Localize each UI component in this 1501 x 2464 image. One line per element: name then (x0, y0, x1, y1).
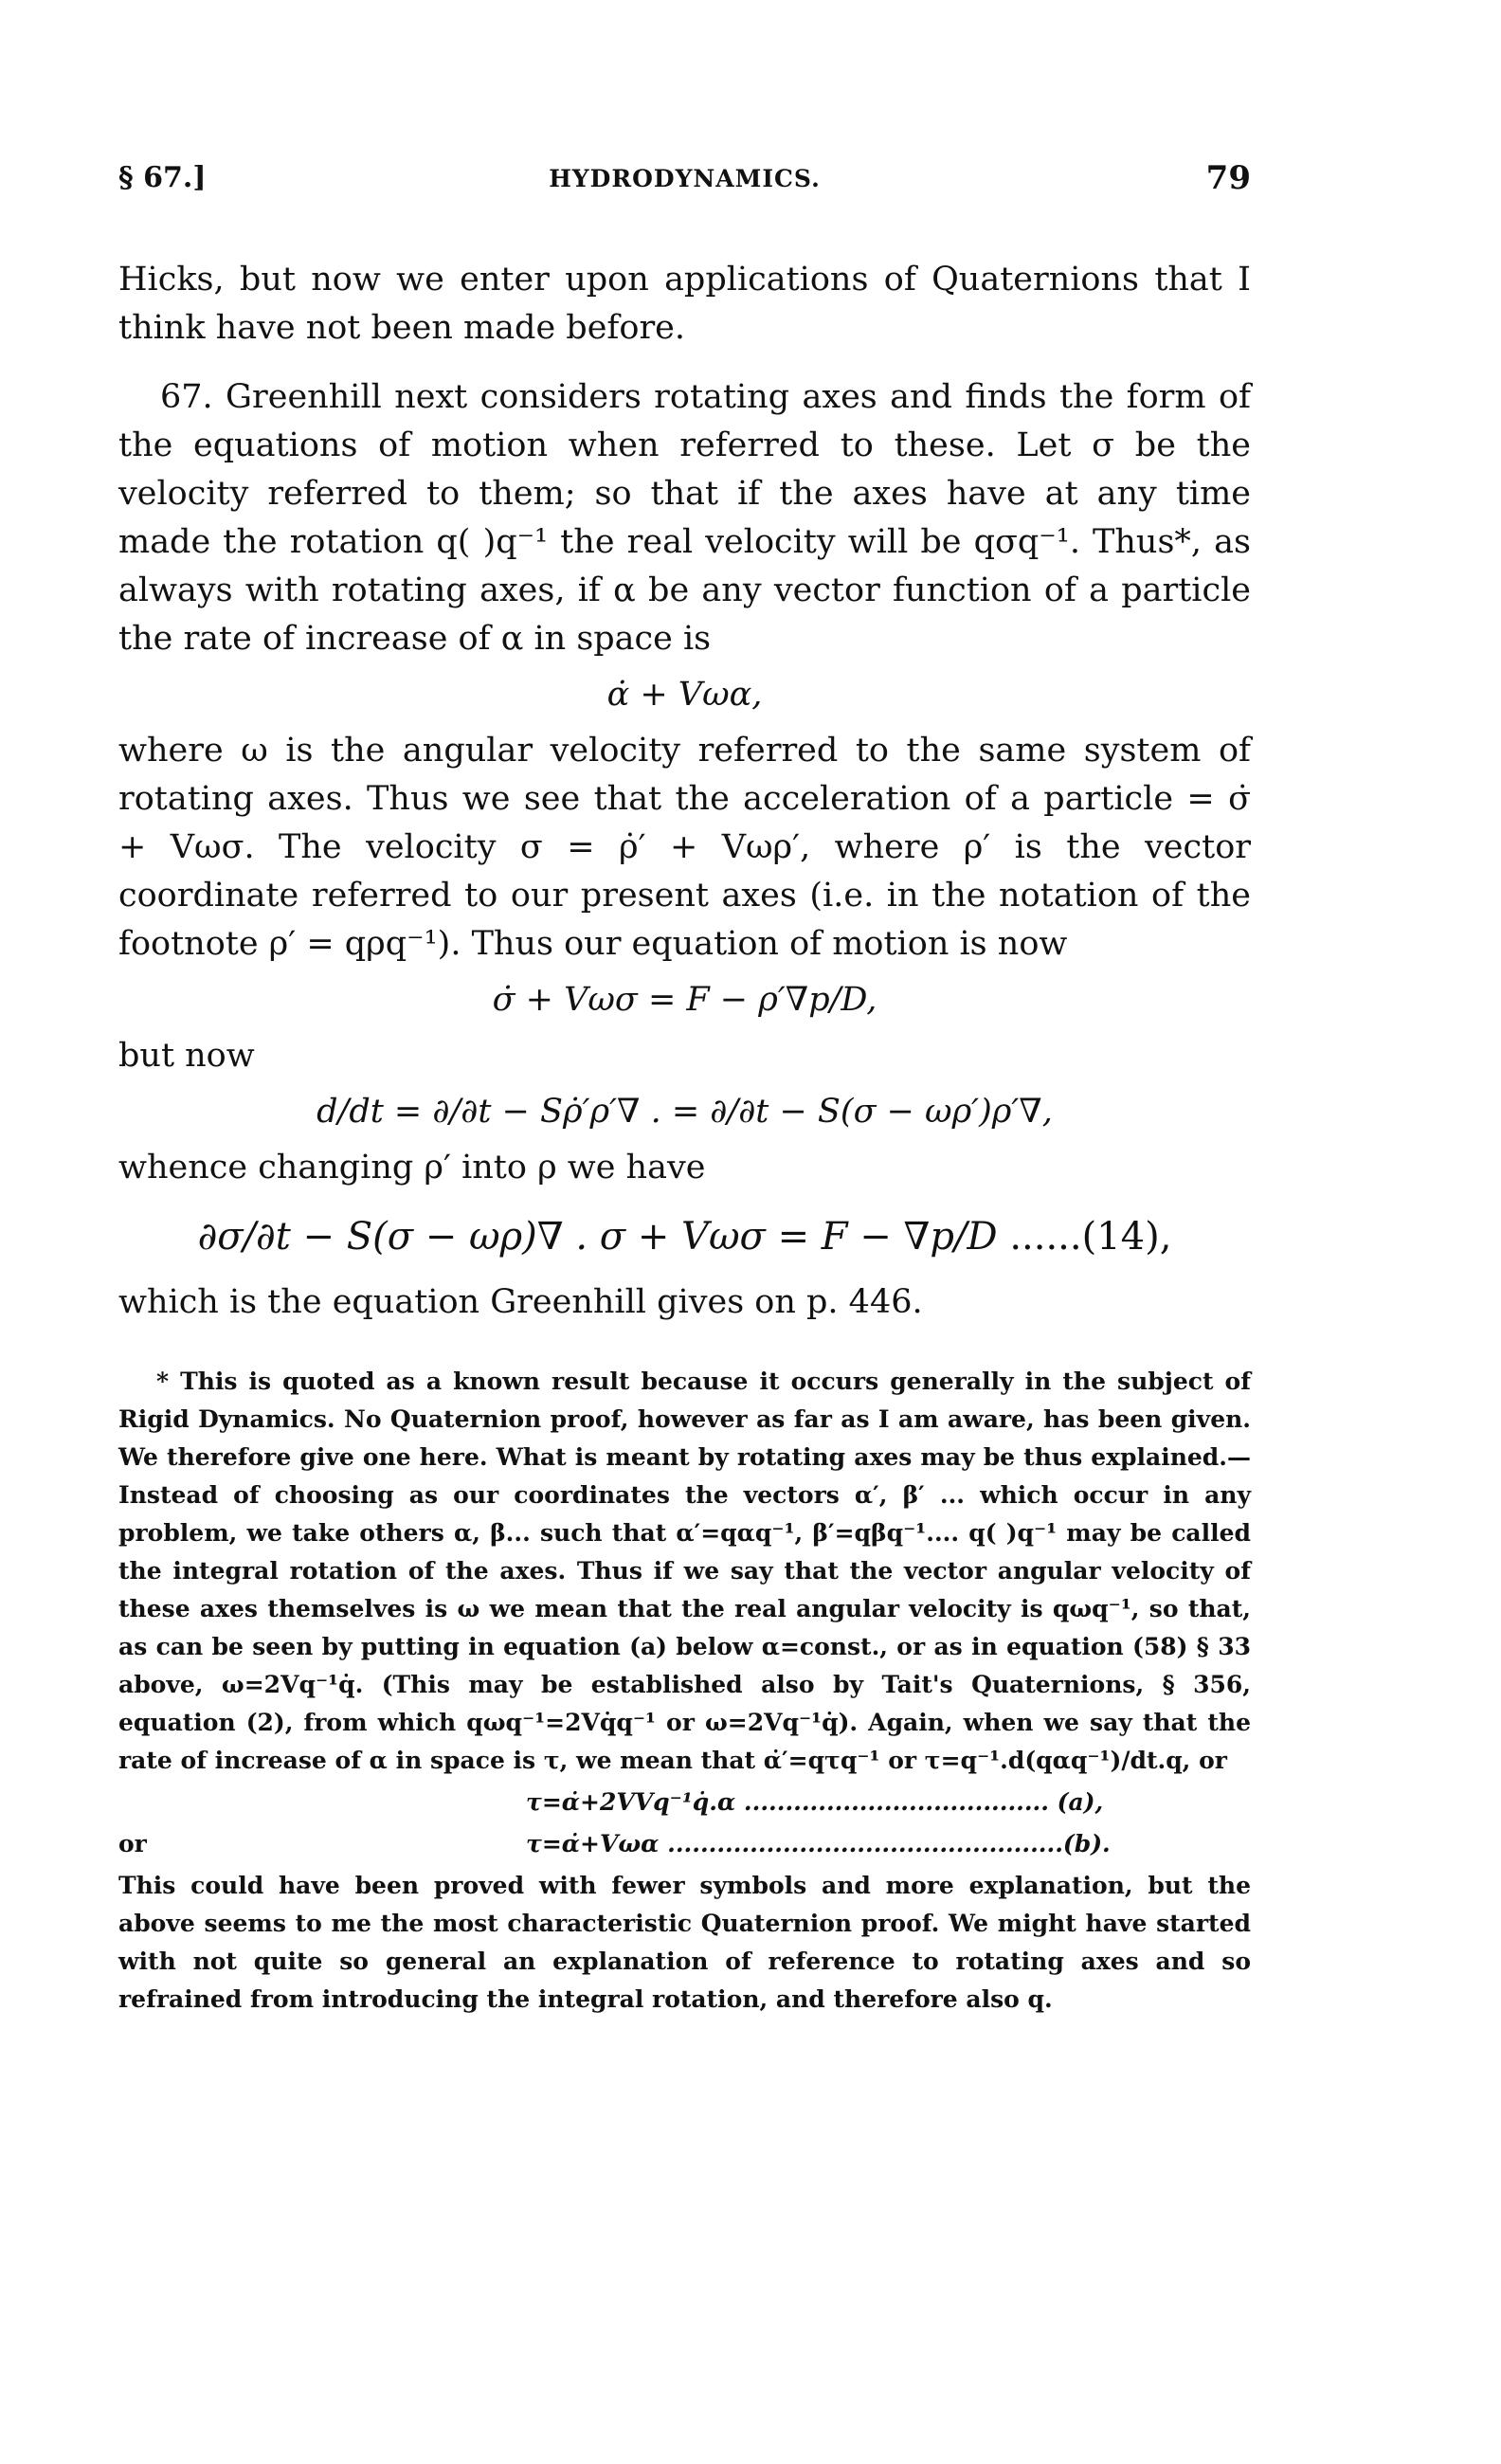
footnote-equation-a (118, 1784, 1251, 1821)
equation-14-tag: ......(14), (1009, 1215, 1172, 1259)
paragraph-4: but now (118, 1037, 255, 1075)
section-number: § 67.] (118, 161, 207, 194)
running-title: HYDRODYNAMICS. (549, 165, 821, 192)
equation-2: σ̇ + Vωσ = F − ρ′∇p/D, (492, 981, 877, 1019)
equation-14 (118, 1213, 1251, 1261)
paragraph-2: 67. Greenhill next considers rotating axes and finds the form of the equations of motion when referred to these. Let σ be the velocity referred to them; so that if the axes have at any time made the rotation q( )q⁻¹ the real velocity will be qσq⁻¹. Thus*, as always with rotating axes, if α be any vector function of a particle the rate of increase of α in space is (118, 378, 1251, 658)
paragraph-5: whence changing ρ′ into ρ we have (118, 1149, 706, 1187)
footnote-or-label: or (118, 1830, 147, 1857)
footnote (118, 1363, 1251, 2019)
footnote-equation-a-body: τ=α̇+2VVq⁻¹q̇.α (526, 1788, 736, 1816)
footnote-equation-b-tag: ................................................(b). (667, 1830, 1111, 1857)
footnote-equation-b (118, 1825, 1251, 1863)
running-header (118, 142, 1251, 199)
footnote-equation-b-body: τ=α̇+Vωα (526, 1830, 660, 1857)
paragraph-3: where ω is the angular velocity referred to the same system of rotating axes. Thus we see that the acceleration of a particle = σ̇ + Vωσ. The velocity σ = ρ̇′ + Vωρ′, where ρ′ is the vector coordinate referred to our present axes (i.e. in the notation of the footnote ρ′ = qρq⁻¹). Thus our equation of motion is now (118, 732, 1251, 963)
page (118, 142, 1251, 2019)
equation-14-body: ∂σ/∂t − S(σ − ωρ)∇ . σ + Vωσ = F − ∇p/D (197, 1215, 998, 1259)
page-number: 79 (1205, 159, 1251, 197)
paragraph-1: Hicks, but now we enter upon applications of Quaternions that I think have not been made before. (118, 261, 1251, 347)
footnote-paragraph-1: * This is quoted as a known result because it occurs generally in the subject of Rigid Dynamics. No Quaternion proof, however as far as I am aware, has been given. We therefore give one here. What is meant by rotating axes may be thus explained.—Instead of choosing as our coordinates the vectors α′, β′ ... which occur in any problem, we take others α, β... such that α′=qαq⁻¹, β′=qβq⁻¹.... q( )q⁻¹ may be called the integral rotation of the axes. Thus if we say that the vector angular velocity of these axes themselves is ω we mean that the real angular velocity is qωq⁻¹, so that, as can be seen by putting in equation (a) below α=const., or as in equation (58) § 33 above, ω=2Vq⁻¹q̇. (This may be established also by Tait's Quaternions, § 356, equation (2), from which qωq⁻¹=2Vq̇q⁻¹ or ω=2Vq⁻¹q̇). Again, when we say that the rate of increase of α in space is τ, we mean that α̇′=qτq⁻¹ or τ=q⁻¹.d(qαq⁻¹)/dt.q, or (118, 1368, 1251, 1774)
paragraph-6: which is the equation Greenhill gives on p. 446. (118, 1283, 923, 1321)
equation-1: α̇ + Vωα, (606, 676, 763, 714)
main-text (118, 256, 1251, 1327)
footnote-paragraph-2: This could have been proved with fewer symbols and more explanation, but the above seems to me the most characteristic Quaternion proof. We might have started with not quite so general an explanation of reference to rotating axes and so refrained from introducing the integral rotation, and therefore also q. (118, 1872, 1251, 2013)
footnote-equation-a-tag: ..................................... (a), (743, 1788, 1104, 1816)
equation-3: d/dt = ∂/∂t − Sρ̇′ρ′∇ . = ∂/∂t − S(σ − ωρ′)ρ′∇, (316, 1093, 1053, 1131)
